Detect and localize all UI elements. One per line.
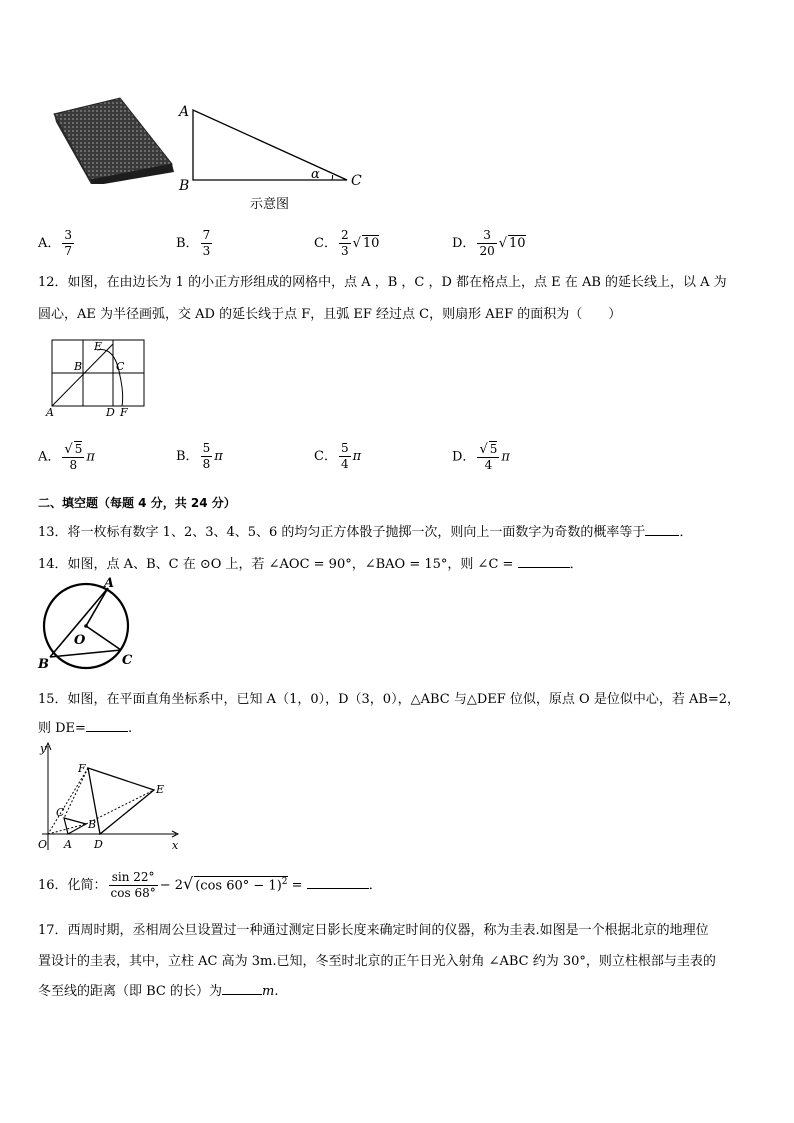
fraction: $\frac{5}{8}$ — [202, 441, 211, 471]
q15-stem-line2: 则 DE= . — [38, 721, 133, 736]
q13-stem: 13．将一枚标有数字 1、2、3、4、5、6 的均匀正方体骰子抛掷一次，则向上一面数字为奇数的概率等于 ． — [38, 525, 693, 540]
label-B: B — [179, 178, 190, 194]
label-C: C — [116, 360, 125, 373]
label-A: A — [179, 104, 190, 120]
radicand: 10 — [509, 236, 526, 251]
label-F: F — [120, 406, 128, 419]
q17-stem-line1: 17．西周时期，丞相周公旦设置过一种通过测定日影长度来确定时间的仪器，称为圭表.如图是一个根据北京的地理位 — [38, 923, 709, 938]
answer-blank[interactable] — [645, 523, 679, 536]
q11-option-a[interactable] — [38, 228, 76, 259]
label-C: C — [351, 173, 362, 189]
label-y: y — [40, 742, 47, 755]
label-D: D — [106, 406, 115, 419]
fraction: $\frac{\sin 22^\circ}{\cos 68^\circ}$ — [110, 870, 156, 900]
label-F: F — [78, 762, 86, 775]
fraction: $\frac{3}{7}$ — [64, 228, 73, 258]
right-triangle-diagram — [172, 98, 372, 218]
label-O: O — [38, 838, 48, 851]
q12-option-c[interactable]: C． $\frac{5}{4}$ π — [314, 441, 362, 471]
q12-option-a[interactable]: A． $\frac{√ 5}{8}$ π — [38, 442, 95, 472]
fraction: $\frac{2}{3}$ — [340, 228, 349, 258]
label-O: O — [74, 633, 86, 648]
label-B: B — [74, 360, 83, 373]
answer-blank[interactable] — [86, 719, 128, 732]
section-title: 二、填空题（每题 4 分，共 24 分） — [38, 496, 236, 510]
answer-blank[interactable] — [307, 876, 369, 889]
q11-option-c[interactable]: C． $\frac{2}{3}$ √ 10 — [314, 228, 380, 258]
q11-option-b[interactable] — [176, 228, 214, 259]
fraction: $\frac{5}{4}$ — [340, 441, 349, 471]
label-D: D — [94, 838, 103, 851]
label-alpha: α — [311, 167, 320, 182]
fraction: $\frac{√ 5}{4}$ — [479, 442, 498, 472]
fraction: $\frac{7}{3}$ — [202, 228, 211, 258]
q17-stem-line2: 置设计的圭表，其中，立柱 AC 高为 3m.已知，冬至时北京的正午日光入射角 ∠ABC 约为 30°，则立柱根部与圭表的 — [38, 954, 716, 969]
grid-sector-diagram — [40, 336, 150, 420]
label-A: A — [104, 576, 115, 591]
option-label: B． — [176, 236, 199, 251]
figure-caption: 示意图 — [250, 197, 290, 212]
label-x: x — [172, 839, 179, 852]
q15-stem-line1: 15．如图，在平面直角坐标系中，已知 A（1，0），D（3，0），△ABC 与△DEF 位似，原点 O 是位似中心，若 AB=2， — [38, 692, 741, 707]
option-label: C． — [314, 449, 337, 464]
q14-stem: 14．如图，点 A、B、C 在 ⊙O 上，若 ∠AOC = 90°，∠BAO = 15°，则 ∠C = ． — [38, 557, 583, 572]
ramp-photo — [48, 94, 178, 184]
answer-blank[interactable] — [518, 555, 570, 568]
q11-option-d[interactable]: D． $\frac{3}{20}$ √ 10 — [452, 228, 526, 258]
option-label: A． — [38, 449, 61, 465]
label-E: E — [94, 340, 103, 353]
q12-option-d[interactable]: D． $\frac{√ 5}{4}$ π — [452, 442, 510, 472]
label-A: A — [64, 838, 72, 851]
label-A: A — [46, 406, 54, 419]
q17-stem-line3: 冬至线的距离（即 BC 的长）为 m. — [38, 984, 279, 999]
fraction: $\frac{√ 5}{8}$ — [64, 442, 83, 472]
option-label: B． — [176, 449, 199, 464]
answer-blank[interactable] — [222, 982, 262, 995]
radicand: 10 — [362, 236, 380, 251]
circle-diagram — [36, 576, 140, 672]
option-label: D． — [452, 449, 476, 465]
option-label: D． — [452, 236, 476, 251]
label-B: B — [38, 657, 49, 672]
coordinate-similarity-diagram — [36, 740, 186, 852]
label-B: B — [88, 818, 97, 831]
q12-stem-line1: 12．如图，在由边长为 1 的小正方形组成的网格中，点 A ，B ，C ，D 都在格点上，点 E 在 AB 的延长线上，以 A 为 — [38, 275, 727, 290]
fraction: $\frac{3}{20}$ — [479, 228, 495, 258]
label-C: C — [56, 806, 65, 819]
option-label: C． — [314, 236, 337, 251]
q12-stem-line2: 圆心，AE 为半径画弧，交 AD 的延长线于点 F，且弧 EF 经过点 C，则扇形 AEF 的面积为（ ） — [38, 307, 622, 322]
option-label: A． — [38, 236, 61, 251]
label-C: C — [122, 653, 133, 668]
q16-stem: 16．化简： $\frac{\sin 22^\circ}{\cos 68^\circ}$ − 2√ (cos 60° − 1)$^2$ = ． — [38, 870, 382, 900]
label-E: E — [156, 783, 165, 796]
q12-option-b[interactable]: B． $\frac{5}{8}$ π — [176, 441, 223, 471]
